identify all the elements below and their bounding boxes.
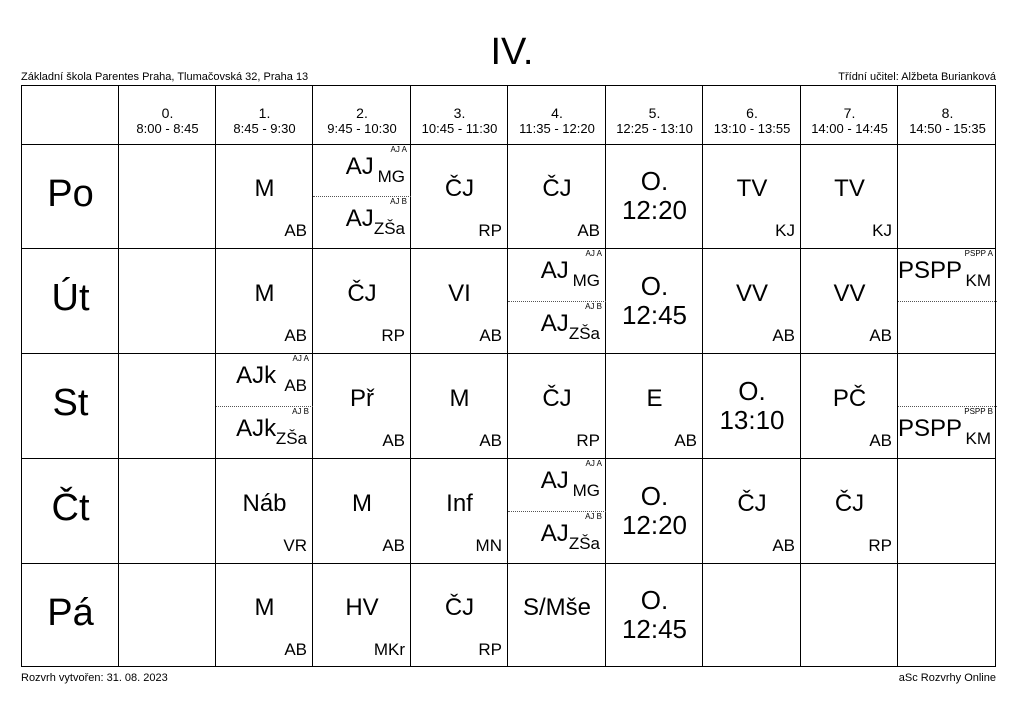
lesson-subject: ČJ	[444, 175, 475, 202]
lesson-subject: Př	[350, 384, 374, 412]
day-label: Po	[47, 173, 94, 215]
lesson-subject: ČJ	[834, 489, 865, 517]
lesson-teacher: RP	[576, 431, 600, 450]
lesson-teacher: AB	[382, 536, 405, 555]
class-teacher: Třídní učitel: Alžbeta Burianková	[838, 71, 996, 83]
group-label: PSPP B	[964, 407, 993, 416]
lesson-subject: O.	[640, 166, 669, 196]
lesson-teacher: AB	[284, 640, 307, 659]
lesson-teacher: AB	[674, 431, 697, 450]
lesson-cell	[216, 564, 313, 668]
lesson-subject: ČJ	[542, 384, 572, 412]
period-time: 9:45 - 10:30	[327, 121, 397, 136]
lesson-cell	[801, 145, 898, 249]
lesson-cell	[898, 407, 997, 459]
lesson-subject: PSPP	[898, 415, 963, 442]
period-number: 6.	[746, 105, 758, 121]
lesson-subject: Inf	[446, 489, 473, 517]
group-divider	[898, 406, 997, 407]
group-label: AJ B	[585, 302, 602, 311]
lesson-subject: AJ	[345, 205, 374, 232]
period-header	[216, 106, 313, 136]
lesson-subject: ČJ	[737, 489, 767, 517]
period-time: 12:25 - 13:10	[616, 121, 693, 136]
lesson-teacher: MG	[572, 481, 600, 500]
lesson-cell	[216, 249, 313, 354]
period-header	[508, 106, 606, 136]
school-name: Základní škola Parentes Praha, Tlumačovská 32, Praha 13	[21, 71, 309, 83]
lesson-teacher: AB	[772, 326, 795, 345]
lesson-teacher: MKr	[373, 640, 405, 659]
lesson-cell	[606, 459, 703, 564]
lesson-subject: AJk	[236, 415, 277, 442]
lesson-cell	[216, 145, 313, 249]
lesson-time: 13:10	[719, 404, 785, 435]
lesson-subject: M	[254, 175, 275, 202]
day-label: Čt	[51, 487, 90, 529]
lesson-time: 12:45	[621, 299, 688, 330]
lesson-teacher: VR	[283, 536, 307, 555]
period-time: 8:00 - 8:45	[136, 121, 199, 136]
lesson-cell	[313, 459, 411, 564]
group-label: AJ A	[390, 145, 407, 154]
lesson-subject: TV	[834, 175, 865, 202]
lesson-cell	[411, 459, 508, 564]
lesson-subject: M	[352, 489, 372, 517]
lesson-cell	[508, 302, 606, 354]
group-label: AJ B	[390, 197, 407, 206]
lesson-cell	[313, 249, 411, 354]
group-label: PSPP A	[964, 249, 993, 258]
period-time: 11:35 - 12:20	[519, 121, 595, 136]
group-label: AJ A	[585, 249, 602, 258]
lesson-cell	[703, 249, 801, 354]
lesson-cell	[508, 354, 606, 459]
lesson-teacher: AB	[382, 431, 405, 450]
lesson-cell	[801, 459, 898, 564]
day-label: Út	[51, 277, 90, 319]
lesson-teacher: AB	[284, 326, 307, 345]
lesson-subject: M	[254, 594, 275, 621]
lesson-subject: VV	[833, 279, 866, 307]
group-divider	[313, 196, 411, 197]
group-label: AJ A	[585, 459, 602, 468]
lesson-teacher: KJ	[872, 221, 892, 240]
lesson-cell	[313, 197, 411, 249]
period-header	[703, 106, 801, 136]
lesson-teacher: MN	[475, 536, 502, 555]
brand-footer: aSc Rozvrhy Online	[898, 672, 996, 684]
lesson-teacher: RP	[478, 640, 502, 659]
lesson-cell	[801, 249, 898, 354]
lesson-cell	[313, 564, 411, 668]
period-time: 14:00 - 14:45	[811, 121, 888, 136]
lesson-teacher: AB	[479, 431, 502, 450]
period-time: 10:45 - 11:30	[421, 121, 498, 136]
lesson-time: 12:45	[621, 614, 688, 644]
lesson-cell	[508, 145, 606, 249]
lesson-subject: VV	[735, 279, 768, 307]
lesson-teacher: AB	[869, 431, 892, 450]
created-date: Rozvrh vytvořen: 31. 08. 2023	[21, 672, 168, 684]
period-header	[313, 106, 411, 136]
lesson-subject: ČJ	[347, 279, 377, 307]
lesson-cell	[801, 354, 898, 459]
lesson-subject: VI	[448, 279, 471, 307]
period-number: 5.	[648, 105, 661, 121]
lesson-cell	[216, 354, 313, 407]
period-number: 3.	[453, 105, 466, 121]
lesson-cell	[606, 354, 703, 459]
lesson-subject: AJk	[236, 362, 277, 389]
lesson-cell	[313, 354, 411, 459]
lesson-teacher: AB	[284, 376, 307, 395]
lesson-cell	[216, 407, 313, 459]
period-number: 2.	[356, 105, 368, 121]
lesson-teacher: AB	[869, 326, 892, 345]
lesson-teacher: KJ	[775, 221, 795, 240]
lesson-cell	[703, 354, 801, 459]
lesson-subject: M	[254, 279, 275, 307]
lesson-cell	[606, 145, 703, 249]
lesson-cell	[411, 564, 508, 668]
day-label: St	[52, 382, 89, 424]
lesson-cell	[703, 145, 801, 249]
lesson-subject: M	[449, 384, 470, 412]
lesson-teacher: ZŠa	[568, 324, 600, 343]
lesson-subject: TV	[736, 175, 768, 202]
group-divider	[216, 406, 313, 407]
period-number: 1.	[258, 105, 271, 121]
lesson-teacher: ZŠa	[275, 429, 307, 448]
lesson-subject: AJ	[540, 467, 569, 494]
group-divider	[508, 511, 606, 512]
lesson-cell	[411, 145, 508, 249]
lesson-teacher: RP	[381, 326, 405, 345]
period-time: 8:45 - 9:30	[233, 121, 296, 136]
lesson-cell	[411, 249, 508, 354]
page-title: IV.	[490, 31, 534, 73]
group-divider	[508, 301, 606, 302]
lesson-subject: O.	[640, 270, 669, 301]
group-label: AJ B	[292, 407, 309, 416]
period-header	[801, 106, 898, 136]
lesson-teacher: KM	[965, 271, 991, 290]
lesson-teacher: RP	[478, 221, 502, 240]
lesson-teacher: AB	[772, 536, 795, 555]
group-label: AJ B	[585, 512, 602, 521]
lesson-subject: HV	[345, 594, 379, 621]
lesson-cell	[508, 564, 606, 668]
lesson-teacher: ZŠa	[568, 534, 600, 553]
timetable-grid	[21, 85, 996, 667]
lesson-subject: AJ	[540, 520, 569, 547]
lesson-cell	[313, 145, 411, 197]
period-header	[119, 106, 216, 136]
lesson-teacher: ZŠa	[373, 219, 405, 238]
group-label: AJ A	[292, 354, 309, 363]
lesson-subject: O.	[738, 375, 766, 406]
lesson-teacher: RP	[868, 536, 892, 555]
lesson-subject: PSPP	[898, 257, 963, 284]
period-header	[606, 106, 703, 136]
lesson-cell	[606, 564, 703, 668]
lesson-teacher: AB	[577, 221, 600, 240]
lesson-subject: E	[646, 384, 663, 412]
group-divider	[898, 301, 997, 302]
period-time: 14:50 - 15:35	[909, 121, 986, 136]
lesson-teacher: AB	[479, 326, 502, 345]
lesson-cell	[508, 249, 606, 302]
lesson-subject: O.	[640, 585, 669, 615]
period-number: 7.	[843, 105, 856, 121]
lesson-cell	[606, 249, 703, 354]
lesson-teacher: MG	[377, 167, 405, 186]
lesson-subject: ČJ	[444, 594, 475, 621]
lesson-subject: AJ	[540, 310, 569, 337]
period-number: 4.	[551, 105, 563, 121]
lesson-subject: S/Mše	[522, 594, 591, 621]
lesson-cell	[216, 459, 313, 564]
lesson-cell	[898, 249, 997, 302]
period-header	[898, 106, 997, 136]
lesson-subject: Náb	[242, 489, 287, 517]
lesson-subject: AJ	[345, 153, 374, 180]
lesson-cell	[411, 354, 508, 459]
lesson-cell	[508, 459, 606, 512]
period-time: 13:10 - 13:55	[713, 121, 791, 136]
lesson-teacher: AB	[284, 221, 307, 240]
lesson-time: 12:20	[621, 195, 688, 225]
day-label: Pá	[47, 592, 94, 634]
lesson-subject: ČJ	[542, 175, 572, 202]
lesson-teacher: KM	[965, 429, 991, 448]
period-number: 8.	[941, 105, 954, 121]
lesson-cell	[508, 512, 606, 564]
lesson-subject: PČ	[832, 384, 867, 412]
lesson-cell	[703, 459, 801, 564]
period-number: 0.	[161, 105, 174, 121]
lesson-subject: O.	[640, 480, 669, 511]
lesson-subject: AJ	[540, 257, 569, 284]
lesson-teacher: MG	[572, 271, 600, 290]
period-header	[411, 106, 508, 136]
lesson-time: 12:20	[621, 509, 688, 540]
